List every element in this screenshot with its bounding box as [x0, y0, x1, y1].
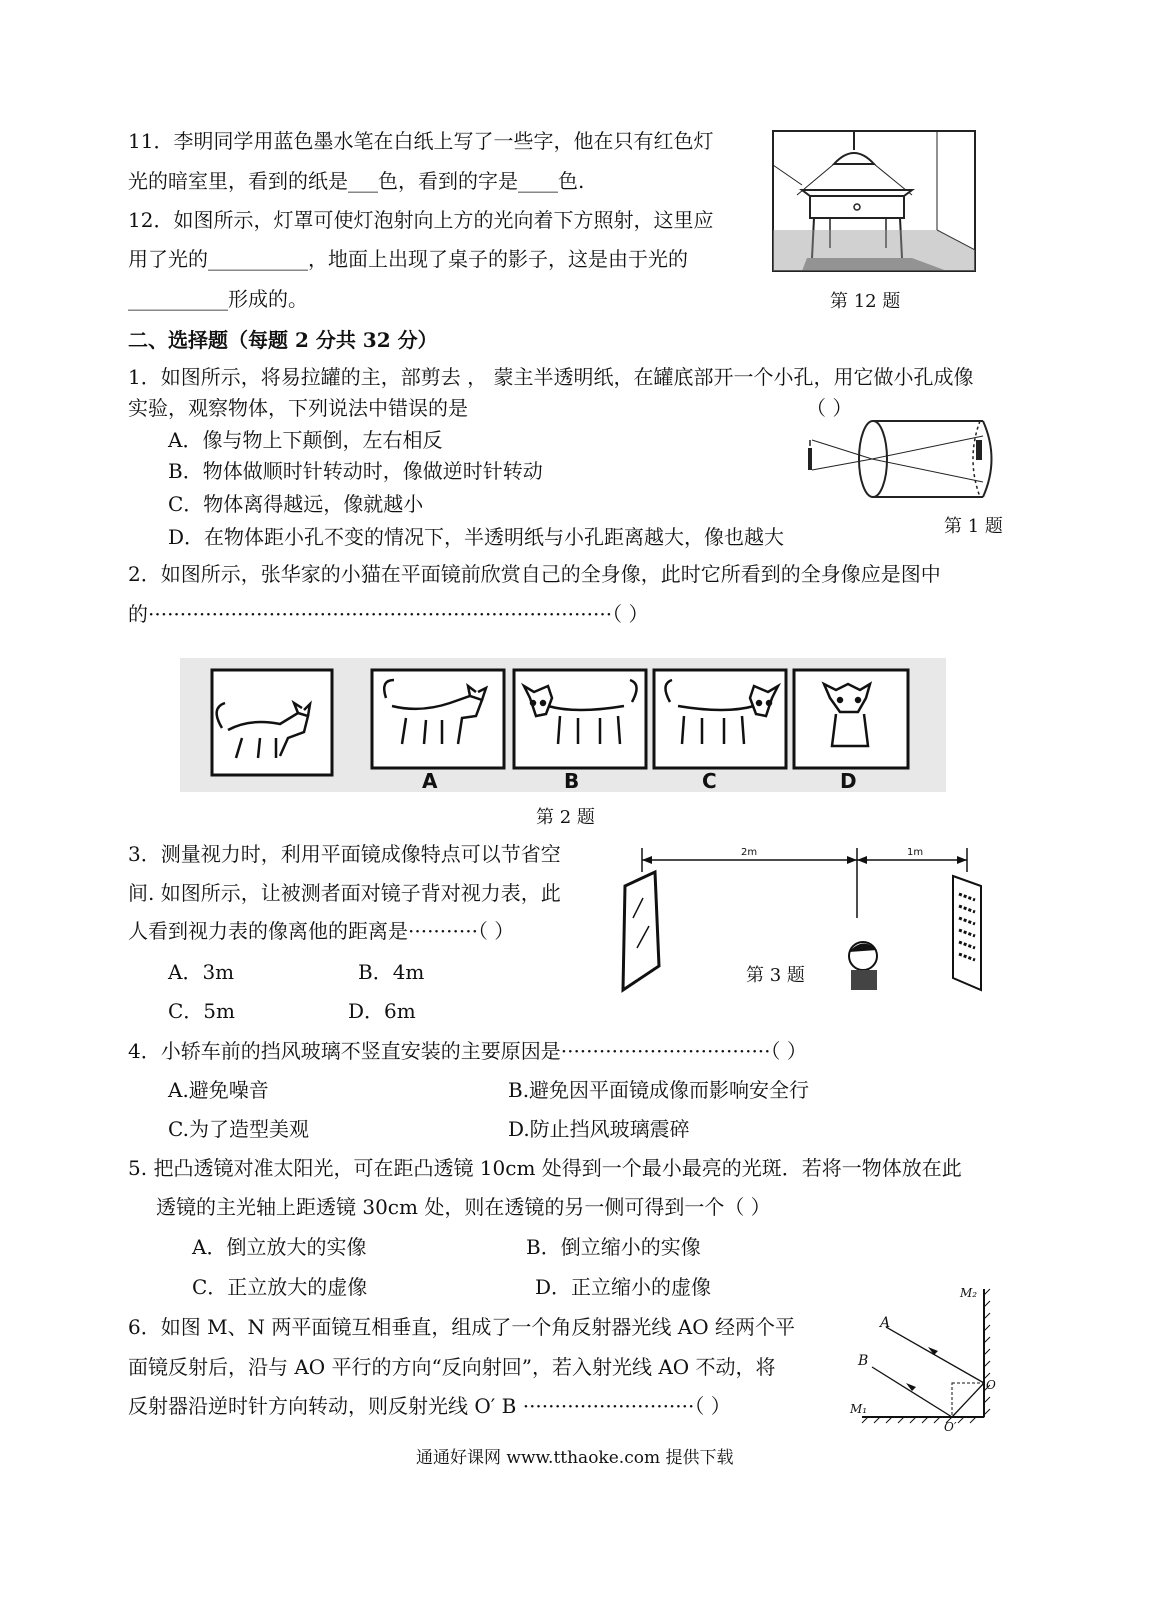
q1-bracket: （ ）: [806, 396, 853, 420]
q1-option-b: B．物体做顺时针转动时，像做逆时针转动: [168, 459, 543, 483]
q3-line3: 人看到视力表的像离他的距离是···········（ ）: [128, 919, 515, 943]
q1-pinhole-can-figure: [798, 418, 1008, 508]
q5-option-c: C．正立放大的虚像: [192, 1275, 368, 1299]
q1-line2: 实验，观察物体，下列说法中错误的是: [128, 396, 468, 420]
q12-lamp-desk-figure: [772, 130, 976, 272]
q5-option-b: B．倒立缩小的实像: [526, 1235, 701, 1259]
page-footer: 通通好课网 www.tthaoke.com 提供下载: [416, 1448, 734, 1468]
q5-line2: 透镜的主光轴上距透镜 30cm 处，则在透镜的另一侧可得到一个（ ）: [156, 1195, 771, 1219]
q3-option-a: A．3m: [168, 960, 235, 984]
q6-label-o: O: [986, 1378, 996, 1392]
q2-label-d: D: [840, 769, 857, 793]
q6-label-b: B: [858, 1353, 869, 1369]
q5-line1: 5. 把凸透镜对准太阳光，可在距凸透镜 10cm 处得到一个最小最亮的光斑．若将一物体放在此: [128, 1156, 962, 1180]
q2-label-c: C: [702, 769, 717, 793]
q6-label-a: A: [880, 1315, 891, 1331]
q2-line1: 2．如图所示，张华家的小猫在平面镜前欣赏自己的全身像，此时它所看到的全身像应是图中: [128, 562, 941, 586]
q6-line1: 6．如图 M、N 两平面镜互相垂直，组成了一个角反射器光线 AO 经两个平: [128, 1315, 795, 1339]
q1-caption: 第 1 题: [944, 516, 1003, 537]
q3-line2: 间. 如图所示，让被测者面对镜子背对视力表，此: [128, 881, 561, 905]
q11-line1: 11．李明同学用蓝色墨水笔在白纸上写了一些字，他在只有红色灯: [128, 129, 714, 153]
q2-line2: 的·········································································（ ）: [128, 602, 649, 626]
q4-option-a: A.避免噪音: [168, 1078, 269, 1102]
q3-dim-1m: 1m: [907, 847, 924, 858]
q4-option-d: D.防止挡风玻璃震碎: [508, 1117, 690, 1141]
q1-option-c: C．物体离得越远，像就越小: [168, 492, 424, 516]
q1-option-d: D．在物体距小孔不变的情况下，半透明纸与小孔距离越大，像也越大: [168, 525, 785, 549]
q11-line2: 光的暗室里，看到的纸是___色，看到的字是____色.: [128, 169, 585, 193]
q1-option-a: A．像与物上下颠倒，左右相反: [168, 428, 443, 452]
q5-option-d: D．正立缩小的虚像: [535, 1275, 712, 1299]
q6-label-o-prime: O′: [944, 1420, 957, 1434]
q2-label-b: B: [564, 769, 580, 793]
q6-corner-reflector-figure: [842, 1285, 996, 1435]
q3-option-c: C．5m: [168, 999, 235, 1023]
section2-title: 二、选择题（每题 2 分共 32 分）: [128, 328, 438, 352]
q3-dim-2m: 2m: [741, 847, 758, 858]
q12-line1: 12．如图所示，灯罩可使灯泡射向上方的光向着下方照射，这里应: [128, 208, 714, 232]
q6-line2: 面镜反射后，沿与 AO 平行的方向“反向射回”，若入射光线 AO 不动，将: [128, 1355, 776, 1379]
q4-option-c: C.为了造型美观: [168, 1117, 309, 1141]
q12-line2: 用了光的__________，地面上出现了桌子的影子，这是由于光的: [128, 247, 688, 271]
q3-option-d: D．6m: [348, 999, 416, 1023]
q12-line3: __________形成的。: [128, 287, 308, 311]
q1-line1: 1．如图所示，将易拉罐的主，部剪去 ， 蒙主半透明纸，在罐底部开一个小孔，用它做小孔成像: [128, 365, 974, 389]
q2-cat-mirror-figure: [180, 658, 946, 792]
q6-line3: 反射器沿逆时针方向转动，则反射光线 O′ B ···························（ ）: [128, 1394, 731, 1418]
q2-label-a: A: [422, 769, 438, 793]
q2-caption: 第 2 题: [536, 807, 595, 828]
q12-caption: 第 12 题: [830, 291, 901, 312]
q6-label-m1: M₁: [850, 1402, 868, 1416]
q3-line1: 3．测量视力时，利用平面镜成像特点可以节省空: [128, 842, 561, 866]
q4-option-b: B.避免因平面镜成像而影响安全行: [508, 1078, 810, 1102]
q6-label-m2: M₂: [960, 1286, 978, 1300]
q4-line1: 4．小轿车前的挡风玻璃不竖直安装的主要原因是·································（ ）: [128, 1039, 807, 1063]
q3-option-b: B．4m: [358, 960, 425, 984]
q5-option-a: A．倒立放大的实像: [192, 1235, 367, 1259]
q3-caption: 第 3 题: [746, 965, 805, 986]
